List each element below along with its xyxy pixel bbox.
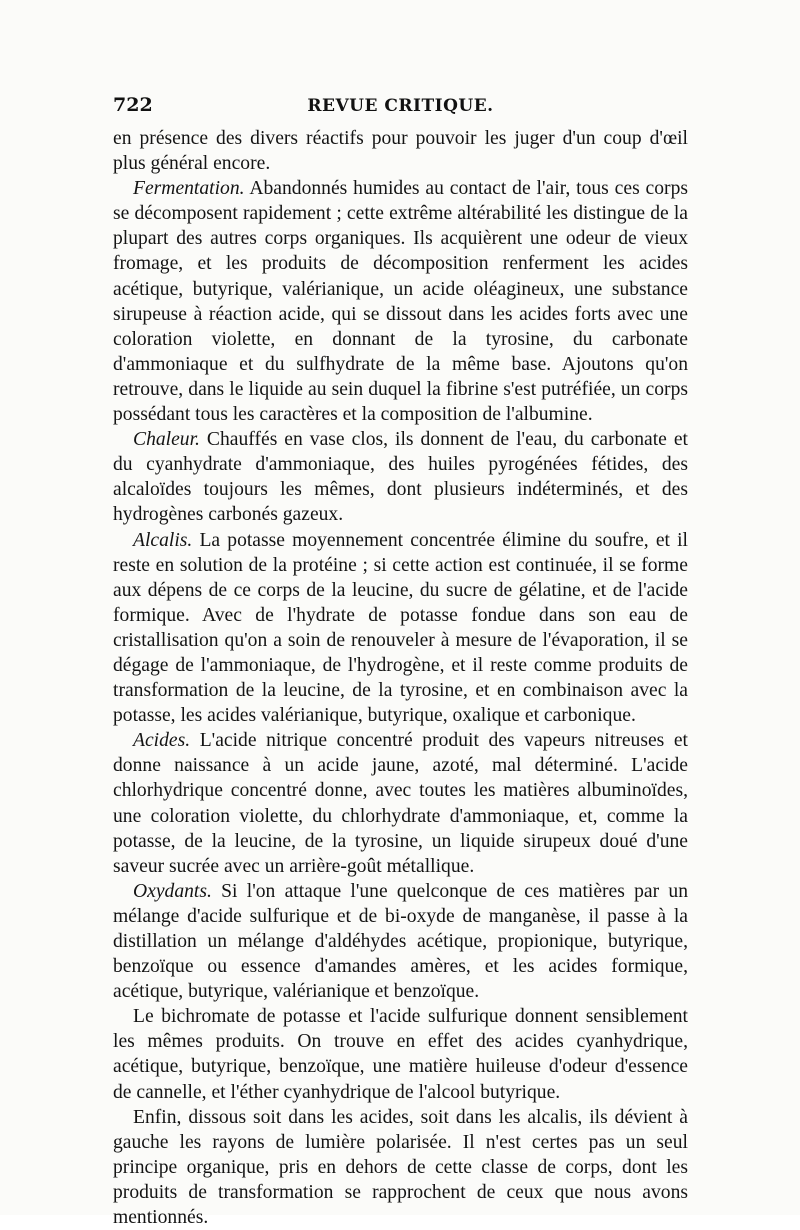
paragraph-text: Enfin, dissous soit dans les acides, soit dans les alcalis, ils dévient à gauche les rayons de lumière polarisée. Il n'est certes pas un seul principe organique, pris en dehors de cette classe de corps, dont les produits de transformation se rapprochent de ceux que nous avons mentionnés. <box>113 1106 688 1229</box>
paragraph-lead: Acides. <box>133 730 191 752</box>
paragraph-lead: Alcalis. <box>133 529 193 551</box>
paragraph-text: en présence des divers réactifs pour pouvoir les juger d'un coup d'œil plus général encore. <box>113 128 688 175</box>
paragraph-lead: Oxydants. <box>133 880 212 902</box>
page-number: 722 <box>113 94 153 116</box>
paragraph-text: Chauffés en vase clos, ils donnent de l'eau, du carbonate et du cyanhydrate d'ammoniaque, des huiles pyrogénées fétides, des alcaloïdes toujours les mêmes, dont plusieurs indéterminés, et des hydrogènes carbonés gazeux. <box>113 429 688 526</box>
page-header <box>113 94 688 126</box>
paragraph-bichromate <box>113 1004 688 1104</box>
paragraph-alcalis <box>113 528 688 729</box>
paragraph-chaleur <box>113 427 688 527</box>
body-text <box>113 126 688 1230</box>
paragraph-fermentation <box>113 176 688 427</box>
paragraph-lead: Chaleur. <box>133 429 200 451</box>
paragraph-text: L'acide nitrique concentré produit des vapeurs nitreuses et donne naissance à un acide jaune, azoté, mal déterminé. L'acide chlorhydrique concentré donne, avec toutes les matières albuminoïdes, une coloration violette, du chlorhydrate d'ammoniaque, et, comme la potasse, de la leucine, de la tyrosine, un liquide sirupeux doué d'une saveur sucrée avec un arrière-goût métallique. <box>113 730 688 877</box>
paragraph-oxydants <box>113 879 688 1004</box>
paragraph-lead: Fermentation. <box>133 178 245 200</box>
paragraph-text: La potasse moyennement concentrée élimine du soufre, et il reste en solution de la protéine ; si cette action est continuée, il se forme aux dépens de ce corps de la leucine, du sucre de gélatine, et de l'acide formique. Avec de l'hydrate de potasse fondue dans son eau de cristallisation qu'on a soin de renouveler à mesure de l'évaporation, il se dégage de l'ammoniaque, de l'hydrogène, et il reste comme produits de transformation de la leucine, de la tyrosine, et en combinaison avec la potasse, les acides valérianique, butyrique, oxalique et carbonique. <box>113 529 688 727</box>
paragraph-acides <box>113 728 688 879</box>
paragraph-text: Abandonnés humides au contact de l'air, tous ces corps se décomposent rapidement ; cette extrême altérabilité les distingue de la plupart des autres corps organiques. Ils acquièrent une odeur de vieux fromage, et les produits de décomposition renferment les acides acétique, butyrique, valérianique, un acide oléagineux, une substance sirupeuse à réaction acide, qui se dissout dans les acides forts avec une coloration violette, en donnant de la tyrosine, du carbonate d'ammoniaque et du sulfhydrate de la même base. Ajoutons qu'on retrouve, dans le liquide au sein duquel la fibrine s'est putréfiée, un corps possédant tous les caractères et la composition de l'albumine. <box>113 178 688 426</box>
paragraph <box>113 126 688 176</box>
paragraph-enfin <box>113 1105 688 1230</box>
paragraph-text: Si l'on attaque l'une quelconque de ces matières par un mélange d'acide sulfurique et de bi-oxyde de manganèse, il passe à la distillation un mélange d'aldéhydes acétique, propionique, butyrique, benzoïque ou essence d'amandes amères, et les acides formique, acétique, butyrique, valérianique et benzoïque. <box>113 880 688 1003</box>
running-title: REVUE CRITIQUE. <box>307 96 494 116</box>
paragraph-text: Le bichromate de potasse et l'acide sulfurique donnent sensiblement les mêmes produits. On trouve en effet des acides cyanhydrique, acétique, butyrique, benzoïque, une matière huileuse d'odeur d'essence de cannelle, et l'éther cyanhydrique de l'alcool butyrique. <box>113 1006 688 1103</box>
